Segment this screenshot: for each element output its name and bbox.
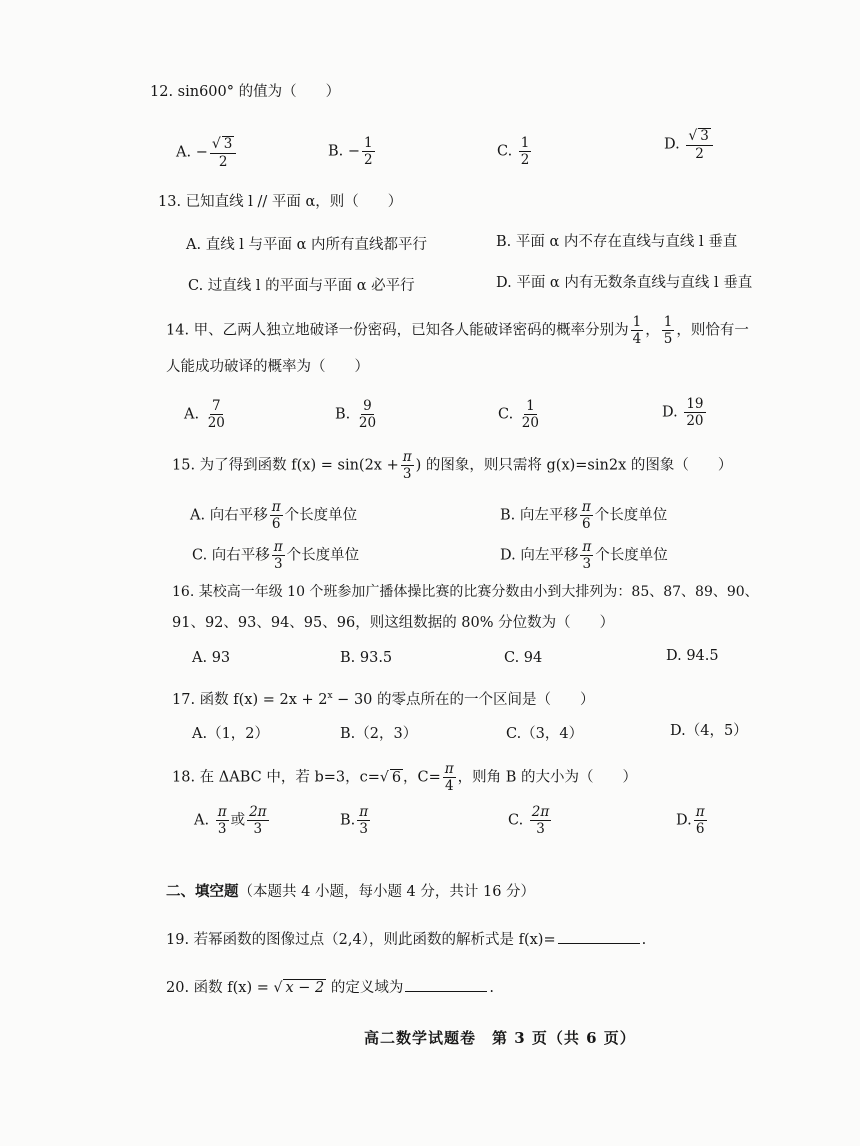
q13-option-b: B. 平面 α 内不存在直线与直线 l 垂直 bbox=[496, 234, 738, 250]
q15-stem: 15. 为了得到函数 f(x) = sin(2x + $\frac{\pi}{3}$ ) 的图象，则只需将 g(x)=sin2x 的图象（ ） bbox=[172, 449, 733, 483]
q16-option-b: B. 93.5 bbox=[340, 650, 393, 666]
q15-option-c: C. 向右平移 $\frac{\pi}{3}$ 个长度单位 bbox=[192, 539, 360, 573]
q18-option-d: D. $\frac{\pi}{6}$ bbox=[676, 804, 705, 838]
q12-option-a: A. − $\frac{√ 3}{2}$ bbox=[176, 136, 238, 169]
q12-stem: 12. sin600° 的值为（ ） bbox=[150, 84, 341, 100]
q14-option-d: D. $\frac{19}{20}$ bbox=[662, 396, 704, 430]
q13-option-c: C. 过直线 l 的平面与平面 α 必平行 bbox=[188, 278, 415, 294]
q19-answer-blank bbox=[558, 931, 640, 944]
q12-option-c: C. $\frac{1}{2}$ bbox=[497, 135, 530, 169]
q13-option-a: A. 直线 l 与平面 α 内所有直线都平行 bbox=[186, 237, 428, 253]
q16-stem-line2: 91、92、93、94、95、96，则这组数据的 80% 分位数为（ ） bbox=[172, 615, 615, 631]
q12-option-d: D. $\frac{√ 3}{2}$ bbox=[664, 128, 715, 161]
q17-option-a: A.（1，2） bbox=[192, 726, 270, 742]
page-footer: 高二数学试题卷 第 3 页（共 6 页） bbox=[364, 1029, 636, 1047]
q20-stem: 20. 函数 f(x) = √ x − 2 的定义域为 . bbox=[166, 980, 494, 996]
q16-option-c: C. 94 bbox=[504, 650, 543, 666]
q15-option-a: A. 向右平移 $\frac{\pi}{6}$ 个长度单位 bbox=[190, 499, 358, 533]
q16-option-d: D. 94.5 bbox=[666, 648, 719, 664]
q20-answer-blank bbox=[405, 979, 487, 992]
q14-option-a: A. $\frac{7}{20}$ bbox=[184, 398, 225, 432]
q18-option-a: A. $\frac{\pi}{3}$ 或 $\frac{2\pi}{3}$ bbox=[194, 804, 267, 838]
q17-stem: 17. 函数 $f(x) = 2x + 2^x - 30$ 的零点所在的一个区间是（ ） bbox=[172, 691, 595, 708]
q15-option-d: D. 向左平移 $\frac{\pi}{3}$ 个长度单位 bbox=[500, 539, 668, 573]
q17-option-d: D.（4，5） bbox=[670, 723, 748, 739]
q15-option-b: B. 向左平移 $\frac{\pi}{6}$ 个长度单位 bbox=[500, 499, 668, 533]
section-2-heading: 二、填空题（本题共 4 小题，每小题 4 分，共计 16 分） bbox=[166, 883, 536, 900]
q13-option-d: D. 平面 α 内有无数条直线与直线 l 垂直 bbox=[496, 275, 753, 291]
q14-option-c: C. $\frac{1}{20}$ bbox=[498, 398, 539, 432]
q18-option-c: C. $\frac{2\pi}{3}$ bbox=[508, 804, 550, 838]
q14-stem: 14. 甲、乙两人独立地破译一份密码，已知各人能破译密码的概率分别为 $\frac{1}{4}$ ， $\frac{1}{5}$ ，则恰有一 bbox=[166, 314, 749, 348]
q18-stem: 18. 在 ΔABC 中，若 b=3，c=√ 6 ，C= $\frac{\pi}{4}$ ，则角 B 的大小为（ ） bbox=[172, 761, 638, 795]
q18-option-b: B. $\frac{\pi}{3}$ bbox=[340, 804, 369, 838]
q14-option-b: B. $\frac{9}{20}$ bbox=[335, 398, 377, 432]
q16-option-a: A. 93 bbox=[192, 650, 231, 666]
q19-stem: 19. 若幂函数的图像过点（2,4），则此函数的解析式是 f(x)= . bbox=[166, 932, 647, 948]
q13-stem: 13. 已知直线 l // 平面 α，则（ ） bbox=[158, 194, 403, 210]
q17-option-b: B.（2，3） bbox=[340, 726, 418, 742]
q17-option-c: C.（3，4） bbox=[506, 726, 584, 742]
q14-stem-line2: 人能成功破译的概率为（ ） bbox=[166, 359, 369, 375]
q16-stem-line1: 16. 某校高一年级 10 个班参加广播体操比赛的比赛分数由小到大排列为：85、87、89、90、 bbox=[172, 584, 759, 600]
q12-option-b: B. − $\frac{1}{2}$ bbox=[328, 135, 373, 169]
